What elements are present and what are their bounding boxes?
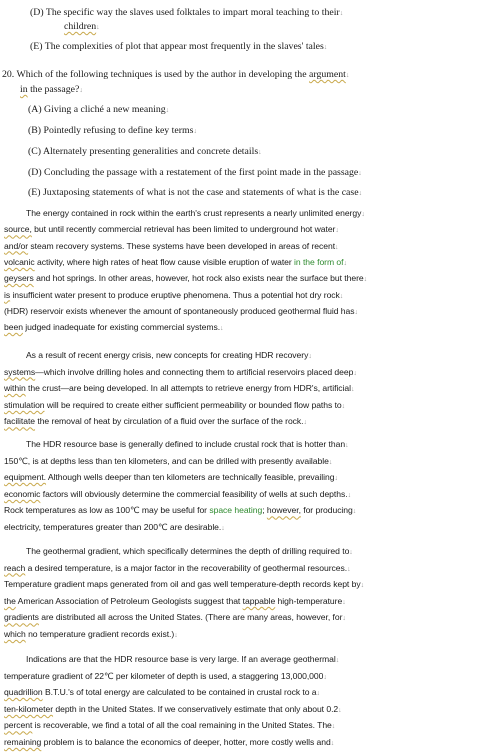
passage-line <box>4 415 307 429</box>
passage-line <box>4 455 332 469</box>
grammar-flag-text: space heating <box>209 505 263 516</box>
passage-text: insufficient water present to produce eruptive phenomena. Thus a potential hot dry rock <box>10 289 340 300</box>
spellcheck-word: percent <box>4 720 33 731</box>
passage-line <box>4 321 224 335</box>
paragraph-mark: ↓ <box>345 442 349 449</box>
spellcheck-word: however, <box>266 505 301 516</box>
option-q20-d: (D) Concluding the passage with a restatement of the first point made in the passage↓ <box>28 167 362 178</box>
passage-text: high-temperature <box>275 595 343 606</box>
spellcheck-word: facilitate <box>4 416 36 427</box>
spellcheck-word: gradients <box>4 612 39 623</box>
passage-text: —which involve drilling holes and connecting them to artificial reservoirs placed deep <box>35 366 354 377</box>
passage-line <box>4 686 320 700</box>
spellcheck-word: which <box>4 629 26 639</box>
paragraph-mark: ↓ <box>341 402 346 410</box>
passage-line <box>4 272 367 286</box>
passage-text: Indications are that the HDR resource base is very large. If an average geothermal <box>26 654 336 664</box>
passage-text: problem is to balance the economics of deeper, hotter, more costly wells and <box>41 737 331 747</box>
passage-line <box>4 595 346 609</box>
spellcheck-word: stimulation <box>4 399 45 410</box>
paragraph-mark: ↓ <box>347 491 352 499</box>
passage-line <box>4 382 354 396</box>
spellcheck-word: been <box>4 322 23 333</box>
passage-text: activity, where high rates of heat flow cause visible eruption of water <box>34 256 295 267</box>
paragraph-mark: ↓ <box>360 582 365 590</box>
passage-line <box>4 670 327 684</box>
spellcheck-word: is <box>4 289 11 300</box>
passage-text: temperature gradient of 22℃ per kilometer of depth is used, a staggering 13,000,000 <box>4 670 324 681</box>
passage-text: and hot springs. In other areas, however, hot rock also exists near the surface but there <box>33 273 364 284</box>
passage-text: for producing <box>300 505 353 516</box>
passage-text: American Association of Petroleum Geologists suggest that <box>15 595 243 606</box>
passage-line <box>4 578 364 592</box>
passage-text: The energy contained in rock within the earth's crust represents a nearly unlimited energy <box>26 208 362 218</box>
passage-line <box>26 349 312 363</box>
passage-line <box>4 366 357 380</box>
paragraph-mark: ↓ <box>328 458 333 466</box>
passage-line <box>4 562 351 576</box>
passage-line <box>4 736 334 750</box>
passage-text: As a result of recent energy crisis, new concepts for creating HDR recovery <box>26 350 309 360</box>
paragraph-mark: ↓ <box>354 308 358 316</box>
paragraph-mark: ↓ <box>363 276 368 284</box>
passage-line <box>4 488 351 502</box>
paragraph-mark: ↓ <box>335 227 339 235</box>
paragraph-mark: ↓ <box>338 706 342 714</box>
passage-line <box>4 256 347 270</box>
spellcheck-word: equipment. <box>4 472 47 483</box>
passage-text: the crust—are being developed. In all attempts to retrieve energy from HDR's, artificial <box>25 383 352 394</box>
passage-line <box>26 438 349 452</box>
passage-text: a desired temperature, is a major factor in the recoverability of geothermal resources. <box>25 562 348 573</box>
paragraph-mark: ↓ <box>174 632 178 639</box>
passage-text: Temperature gradient maps generated from oil and gas well temperature-depth records kept by <box>4 579 361 590</box>
passage-text: Although wells deeper than ten kilometers are technically feasible, prevailing <box>46 472 335 483</box>
spellcheck-word: reach <box>4 562 26 573</box>
paragraph-mark: ↓ <box>353 369 357 377</box>
passage-text: Rock temperatures as low as 100℃ may be useful for <box>4 505 210 516</box>
spellcheck-word: economic <box>4 488 41 499</box>
paragraph-mark: ↓ <box>339 292 344 300</box>
passage-text: but until recently commercial retrieval has been limited to underground hot water <box>31 224 336 235</box>
paragraph-mark: ↓ <box>349 549 353 556</box>
passage-line <box>4 305 358 319</box>
paragraph-mark: ↓ <box>331 723 336 731</box>
passage-text: steam recovery systems. These systems have been developed in areas of recent <box>28 240 336 251</box>
paragraph-mark: ↓ <box>343 259 347 267</box>
passage-text: no temperature gradient records exist.) <box>25 629 175 639</box>
passage-line <box>4 521 225 535</box>
passage-line <box>26 207 365 221</box>
passage-text: ; <box>262 505 267 516</box>
question-20-stem-wrap: in the passage?↓ <box>20 84 83 95</box>
paragraph-mark: ↓ <box>342 615 346 623</box>
spellcheck-word: source, <box>4 224 32 235</box>
passage-text: (HDR) reservoir exists whenever the amount of spontaneously produced geothermal fluid has <box>4 305 355 316</box>
option-q20-a: (A) Giving a cliché a new meaning↓ <box>28 104 170 115</box>
spellcheck-word: and/or <box>4 240 29 251</box>
spellcheck-word: ten-kilometer <box>4 703 54 714</box>
passage-text: is recoverable, we find a total of all the coal remaining in the United States. The <box>32 720 332 731</box>
option-q19-e: (E) The complexities of plot that appear most frequently in the slaves' tales↓ <box>30 41 328 52</box>
spellcheck-word: geysers <box>4 273 34 284</box>
option-q20-b: (B) Pointedly refusing to define key terms↓ <box>28 125 197 136</box>
passage-text: electricity, temperatures greater than 200℃ are desirable. <box>4 522 222 532</box>
paragraph-mark: ↓ <box>351 386 355 394</box>
option-q19-d-wrap: children↓ <box>64 21 100 32</box>
paragraph-mark: ↓ <box>334 475 338 483</box>
passage-line <box>4 471 338 485</box>
paragraph-mark: ↓ <box>220 325 224 333</box>
passage-text: B.T.U.'s of total energy are calculated to be contained in crustal rock to a <box>42 687 317 698</box>
passage-text: are distributed all across the United States. (There are many areas, however, for <box>38 612 343 623</box>
passage-text: The HDR resource base is generally defined to include crustal rock that is hotter than <box>26 439 346 449</box>
spellcheck-word: quadrillion <box>4 687 43 698</box>
passage-line <box>4 719 335 733</box>
passage-text: will be required to create either sufficient permeability or bounded flow paths to <box>44 399 342 410</box>
passage-line <box>4 240 338 254</box>
spellcheck-word: tappable <box>242 595 276 606</box>
paragraph-mark: ↓ <box>316 690 320 698</box>
passage-text: the removal of heat by circulation of a fluid over the surface of the rock. <box>35 416 304 427</box>
spellcheck-word: the <box>4 595 16 606</box>
passage-line <box>4 628 178 642</box>
passage-text: 150℃, is at depths less than ten kilometers, and can be drilled with presently available <box>4 455 329 466</box>
passage-line <box>26 653 339 667</box>
paragraph-mark: ↓ <box>221 525 225 532</box>
question-20-stem: 20. Which of the following techniques is used by the author in developing the argument↓ <box>2 69 350 80</box>
passage-text: depth in the United States. If we conservatively estimate that only about 0.2 <box>53 703 339 714</box>
paragraph-mark: ↓ <box>347 565 351 573</box>
paragraph-mark: ↓ <box>308 353 312 360</box>
passage-line <box>4 703 342 717</box>
passage-line <box>4 289 343 303</box>
option-q20-c: (C) Alternately presenting generalities and concrete details↓ <box>28 146 262 157</box>
paragraph-mark: ↓ <box>342 598 346 606</box>
passage-text: judged inadequate for existing commercial systems. <box>22 322 221 333</box>
paragraph-mark: ↓ <box>323 673 327 681</box>
paragraph-mark: ↓ <box>330 740 335 747</box>
paragraph-mark: ↓ <box>303 419 307 427</box>
passage-text: The geothermal gradient, which specifically determines the depth of drilling required to <box>26 546 350 556</box>
passage-line <box>4 223 339 237</box>
paragraph-mark: ↓ <box>361 211 365 218</box>
spellcheck-word: systems <box>4 366 36 377</box>
spellcheck-word: volcanic <box>4 256 35 267</box>
passage-line <box>26 545 353 559</box>
paragraph-mark: ↓ <box>335 657 340 664</box>
option-q20-e: (E) Juxtaposing statements of what is not the case and statements of what is the case↓ <box>28 187 363 198</box>
paragraph-mark: ↓ <box>335 243 339 251</box>
spellcheck-word: within <box>4 383 26 394</box>
paragraph-mark: ↓ <box>352 508 357 516</box>
passage-line <box>4 611 346 625</box>
spellcheck-word: remaining <box>4 737 42 747</box>
option-q19-d: (D) The specific way the slaves used folktales to impart moral teaching to their↓ <box>30 7 344 18</box>
grammar-flag-text: in the form of <box>294 256 344 267</box>
passage-line <box>4 504 356 518</box>
passage-text: factors will obviously determine the commercial feasibility of wells at such depths. <box>40 488 348 499</box>
passage-line <box>4 399 345 413</box>
